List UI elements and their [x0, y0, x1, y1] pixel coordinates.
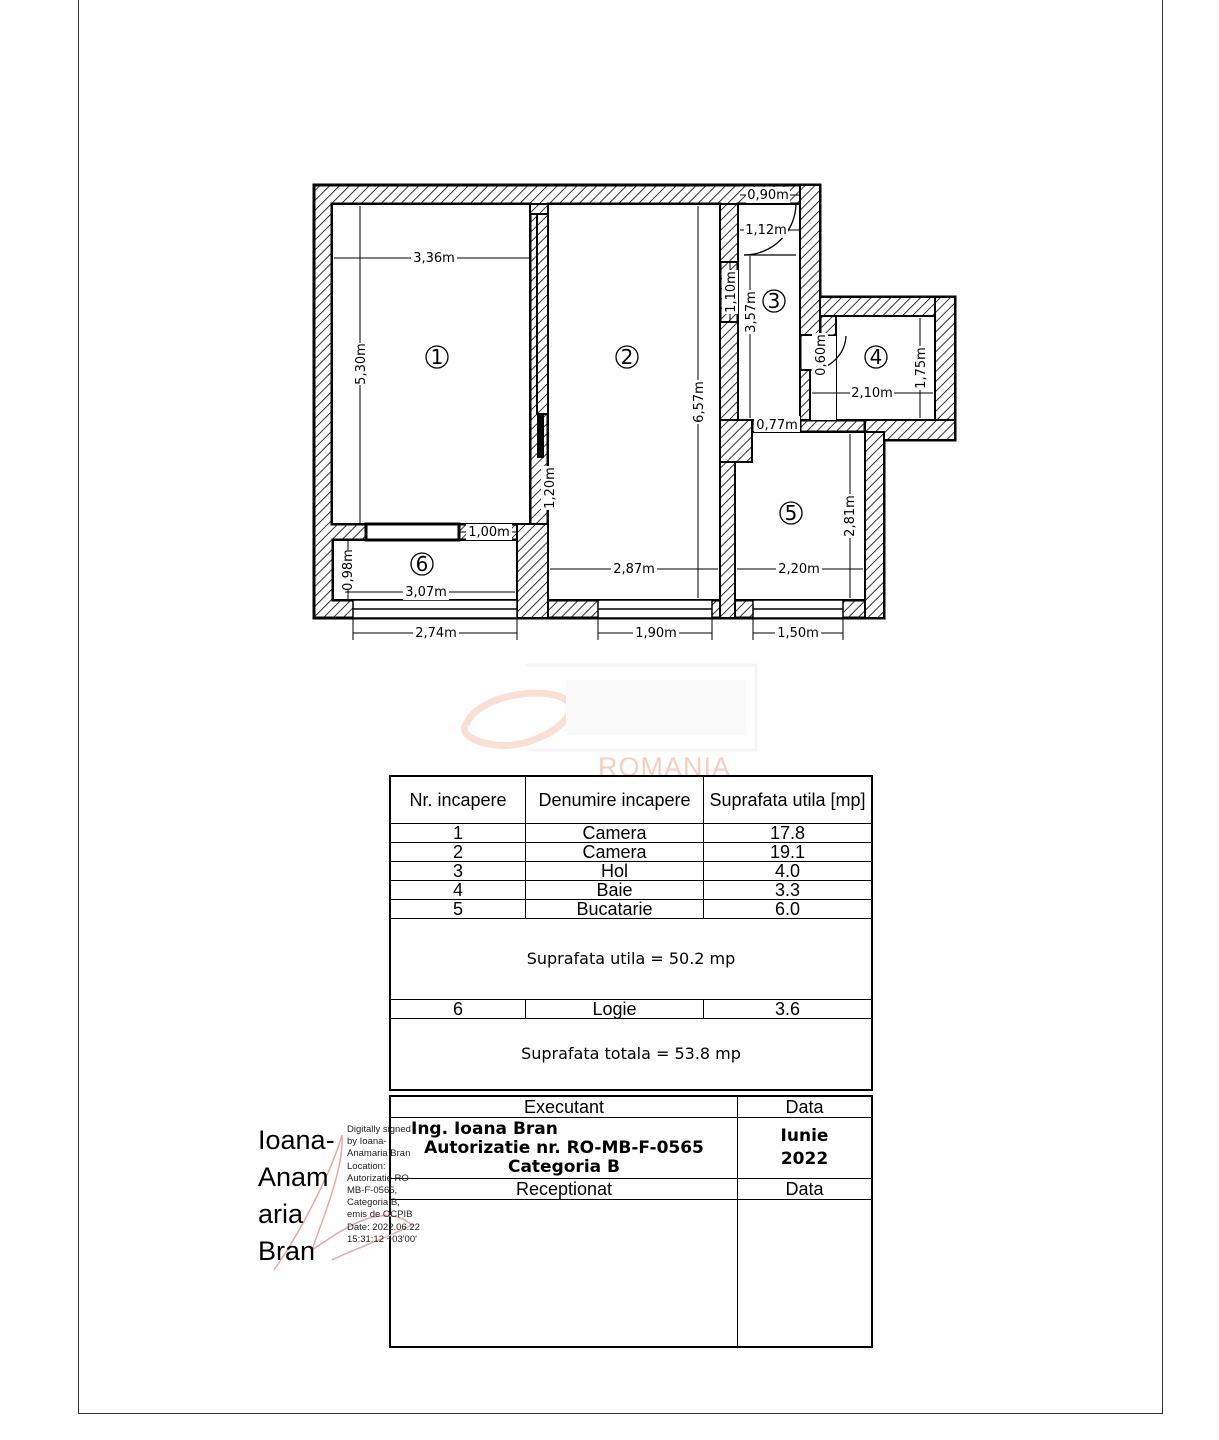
table-row	[390, 824, 872, 843]
room-number-5: 5	[784, 501, 798, 525]
cell-area: 3.6	[704, 1000, 873, 1019]
digital-signature-name	[258, 1122, 348, 1270]
executant-label: Executant	[390, 1096, 738, 1118]
floor-plan	[0, 0, 1219, 660]
dim-3-36: 3,36m	[413, 251, 455, 266]
wall-hatch	[865, 432, 884, 618]
room-number-1: 1	[430, 345, 444, 369]
cell-name: Baie	[526, 881, 704, 900]
table-row	[390, 843, 872, 862]
dim-2-87: 2,87m	[613, 562, 655, 577]
room-number-4: 4	[869, 345, 883, 369]
received-date-area	[738, 1200, 873, 1348]
dim-0-77: 0,77m	[756, 418, 798, 433]
cell-nr: 6	[390, 1000, 526, 1019]
digital-signature-details	[347, 1124, 437, 1246]
signature-detail-line: 15:31:12 +03'00'	[347, 1233, 417, 1245]
table-row	[390, 881, 872, 900]
dim-1-00: 1,00m	[468, 525, 510, 540]
wall-hatch	[537, 214, 548, 414]
engineer-name: Ing. Ioana Bran	[411, 1118, 558, 1139]
wall-hatch	[800, 370, 810, 420]
cell-nr: 3	[390, 862, 526, 881]
table-row	[390, 900, 872, 919]
authorization-number: Autorizatie nr. RO-MB-F-0565	[424, 1137, 704, 1158]
dim-2-81: 2,81m	[843, 495, 858, 537]
date-month: Iunie	[780, 1126, 829, 1146]
cell-name: Hol	[526, 862, 704, 881]
dim-0-98: 0,98m	[341, 549, 356, 591]
signature-detail-line: Date: 2022.06.22	[347, 1221, 420, 1233]
dim-1-75: 1,75m	[914, 347, 929, 389]
useful-area-total: Suprafata utila = 50.2 mp	[390, 919, 872, 1000]
dim-3-57: 3,57m	[744, 291, 759, 333]
cell-area: 17.8	[704, 824, 873, 843]
signature-detail-line: Anamaria Bran	[347, 1148, 411, 1160]
dim-1-90: 1,90m	[635, 626, 677, 641]
table-row	[390, 862, 872, 881]
signature-detail-line: Autorizatie RO-	[347, 1172, 412, 1184]
wall-hatch	[720, 322, 738, 420]
cell-area: 4.0	[704, 862, 873, 881]
wall-hatch	[800, 185, 820, 335]
wall-hatch	[366, 524, 459, 540]
wall-hatch	[720, 420, 752, 462]
dim-2-74: 2,74m	[415, 626, 457, 641]
wall-hatch	[537, 414, 544, 458]
header-room-number: Nr. incapere	[390, 776, 526, 824]
cell-area: 19.1	[704, 843, 873, 862]
signature-detail-line: Location:	[347, 1160, 386, 1172]
dim-6-57: 6,57m	[692, 381, 707, 423]
cell-name: Bucatarie	[526, 900, 704, 919]
cell-area: 3.3	[704, 881, 873, 900]
grand-area-total: Suprafata totala = 53.8 mp	[390, 1019, 872, 1091]
dim-5-30: 5,30m	[354, 343, 369, 385]
signature-detail-line: emis de OCPIB	[347, 1209, 413, 1221]
watermark-text: ROMANIA	[598, 752, 732, 782]
cell-nr: 5	[390, 900, 526, 919]
dim-0-60: 0,60m	[814, 334, 829, 376]
signature-name-line: Ioana-	[258, 1125, 335, 1155]
dim-3-07: 3,07m	[405, 585, 447, 600]
dim-1-12: 1,12m	[745, 223, 787, 238]
table-row	[390, 1000, 872, 1019]
cell-name: Camera	[526, 824, 704, 843]
signature-detail-line: Categoria B,	[347, 1197, 400, 1209]
dim-0-90: 0,90m	[747, 188, 789, 203]
signature-name-line: aria	[258, 1199, 304, 1229]
dim-2-10: 2,10m	[851, 386, 893, 401]
cell-name: Logie	[526, 1000, 704, 1019]
wall-hatch	[720, 204, 738, 262]
signature-name-line: Anam	[258, 1162, 329, 1192]
dim-1-20: 1,20m	[543, 467, 558, 509]
signature-detail-line: MB-F-0565,	[347, 1185, 398, 1197]
cell-nr: 4	[390, 881, 526, 900]
signature-detail-line: Digitally signed	[347, 1124, 411, 1135]
dim-2-20: 2,20m	[778, 562, 820, 577]
signature-table	[389, 1095, 873, 1348]
date-label: Data	[738, 1096, 873, 1118]
cell-area: 6.0	[704, 900, 873, 919]
received-date-label: Data	[738, 1179, 873, 1200]
dim-1-50: 1,50m	[777, 626, 819, 641]
wall-hatch	[935, 297, 955, 440]
room-number-2: 2	[620, 345, 634, 369]
room-number-6: 6	[415, 552, 429, 576]
window-bottom	[353, 600, 843, 618]
areas-table	[389, 775, 873, 1091]
cell-nr: 2	[390, 843, 526, 862]
date-year: 2022	[780, 1149, 829, 1169]
header-room-name: Denumire incapere	[526, 776, 704, 824]
category: Categoria B	[507, 1156, 620, 1177]
execution-date	[738, 1118, 873, 1179]
wall-hatch	[720, 462, 735, 618]
room-number-3: 3	[767, 289, 781, 313]
cell-nr: 1	[390, 824, 526, 843]
wall-hatch	[517, 524, 548, 618]
dim-1-10: 1,10m	[724, 271, 739, 313]
signature-name-line: Bran	[258, 1236, 316, 1266]
header-useful-area: Suprafata utila [mp]	[704, 776, 873, 824]
received-label: Receptionat	[390, 1179, 738, 1200]
signature-detail-line: by Ioana-	[347, 1136, 387, 1148]
wall-hatch	[530, 204, 548, 214]
cell-name: Camera	[526, 843, 704, 862]
